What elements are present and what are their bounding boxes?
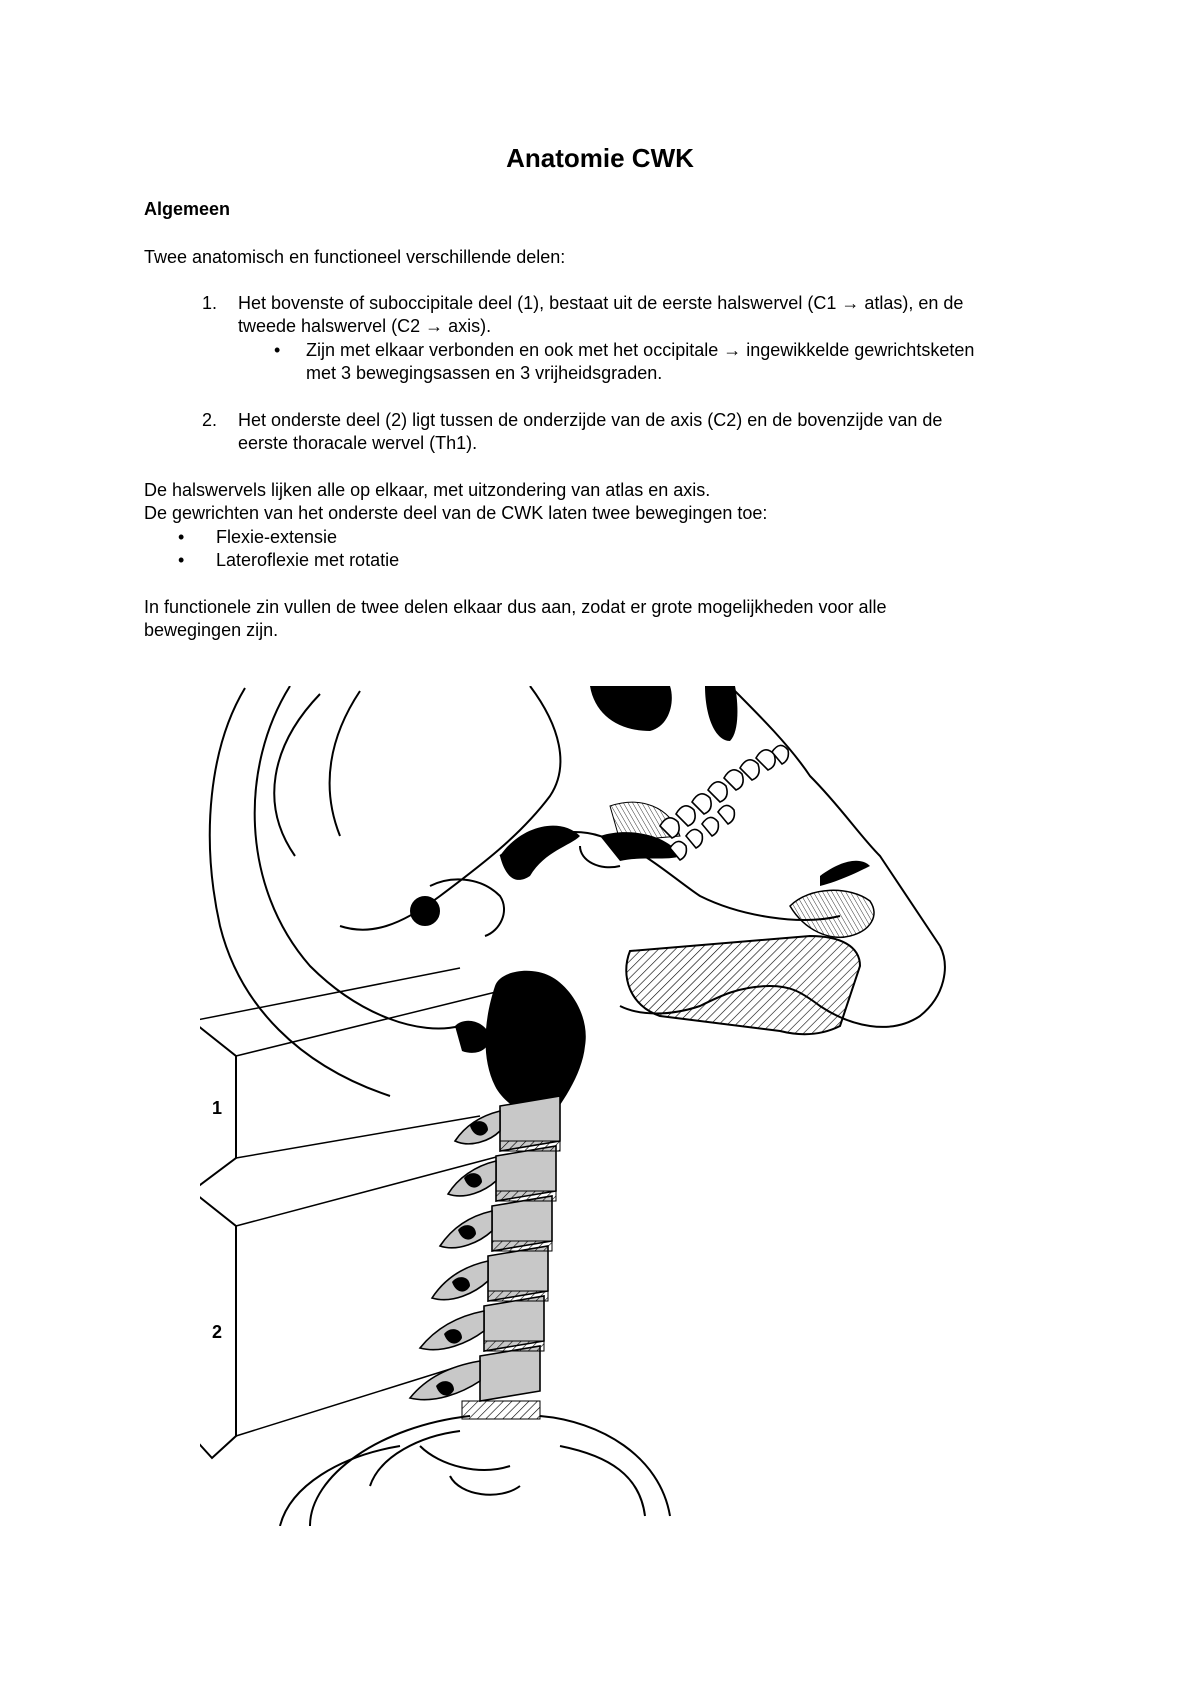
sub-bullet-line: Zijn met elkaar verbonden en ook met het occipitale → ingewikkelde gewrichtsketen <box>306 340 975 360</box>
cervical-spine-illustration <box>200 686 960 1526</box>
section-heading: Algemeen <box>144 199 231 219</box>
region-label-2: 2 <box>212 1322 223 1342</box>
bullet-icon: • <box>178 550 185 570</box>
cervical-vertebrae <box>410 1096 560 1419</box>
region-band-2 <box>200 1156 500 1458</box>
paragraph-line: In functionele zin vullen de twee delen elkaar dus aan, zodat er grote mogelijkheden voor alle <box>144 597 887 617</box>
teeth <box>660 745 788 860</box>
paragraph-2 <box>144 596 1084 642</box>
mandible <box>626 936 860 1034</box>
bullet-icon: • <box>178 527 185 547</box>
list-item-line: Het onderste deel (2) ligt tussen de onderzijde van de axis (C2) en de bovenzijde van de <box>238 410 943 430</box>
atlas-arch <box>455 1021 490 1053</box>
bullet-text: Lateroflexie met rotatie <box>216 550 400 570</box>
list-number: 2. <box>202 410 218 430</box>
page-title: Anatomie CWK <box>506 143 694 173</box>
paragraph-line: bewegingen zijn. <box>144 620 279 640</box>
orbit-shape <box>590 686 672 731</box>
intro-text: Twee anatomisch en functioneel verschillende delen: <box>144 247 566 267</box>
shoulder-outline <box>280 1416 670 1526</box>
paragraph-line: De gewrichten van het onderste deel van de CWK laten twee bewegingen toe: <box>144 503 768 523</box>
region-label-1: 1 <box>212 1098 223 1118</box>
nasal-shape <box>820 861 870 886</box>
paragraph-1 <box>144 479 1084 525</box>
palate-shape <box>500 826 580 880</box>
orbit-shape-2 <box>705 686 737 741</box>
bullet-text: Flexie-extensie <box>216 527 338 547</box>
list-item-line: Het bovenste of suboccipitale deel (1), bestaat uit de eerste halswervel (C1 → atlas), en de <box>238 293 964 313</box>
list-item-line: eerste thoracale wervel (Th1). <box>238 433 478 453</box>
paragraph-line: De halswervels lijken alle op elkaar, met uitzondering van atlas en axis. <box>144 480 711 500</box>
list-number: 1. <box>202 293 218 313</box>
list-item-line: tweede halswervel (C2 → axis). <box>238 316 492 336</box>
sub-bullet-line: met 3 bewegingsassen en 3 vrijheidsgraden. <box>306 363 663 383</box>
mandible-angle <box>790 890 874 937</box>
bullet-icon: • <box>274 340 281 360</box>
